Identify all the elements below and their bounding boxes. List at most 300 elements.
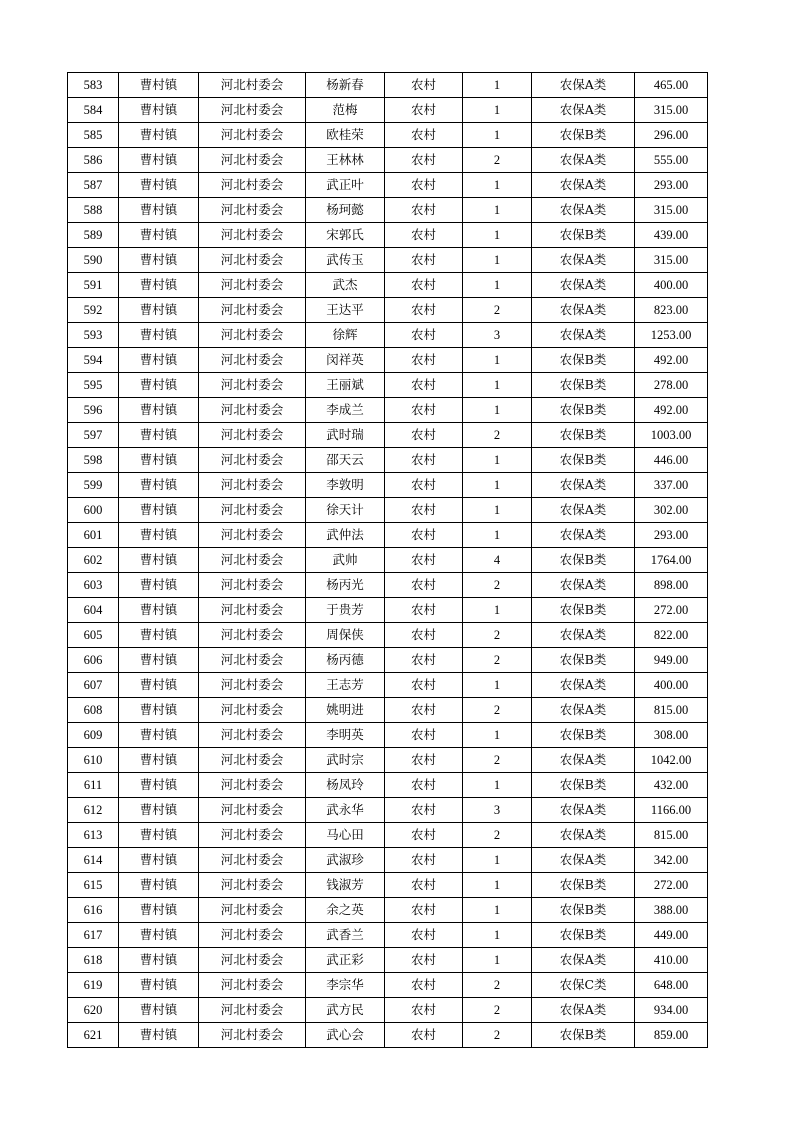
town-cell: 曹村镇 <box>119 273 199 298</box>
household-size-cell: 2 <box>463 648 532 673</box>
amount-cell: 446.00 <box>635 448 708 473</box>
village-committee-cell: 河北村委会 <box>199 123 306 148</box>
table-row <box>68 973 708 998</box>
amount-cell: 492.00 <box>635 398 708 423</box>
village-committee-cell: 河北村委会 <box>199 98 306 123</box>
area-type-cell: 农村 <box>385 298 463 323</box>
village-committee-cell: 河北村委会 <box>199 473 306 498</box>
serial-number-cell: 597 <box>68 423 119 448</box>
name-cell: 李明英 <box>306 723 385 748</box>
serial-number-cell: 610 <box>68 748 119 773</box>
household-size-cell: 2 <box>463 998 532 1023</box>
area-type-cell: 农村 <box>385 848 463 873</box>
serial-number-cell: 619 <box>68 973 119 998</box>
area-type-cell: 农村 <box>385 973 463 998</box>
serial-number-cell: 592 <box>68 298 119 323</box>
serial-number-cell: 604 <box>68 598 119 623</box>
insurance-category-cell: 农保A类 <box>532 848 635 873</box>
area-type-cell: 农村 <box>385 873 463 898</box>
household-size-cell: 1 <box>463 923 532 948</box>
area-type-cell: 农村 <box>385 898 463 923</box>
household-size-cell: 1 <box>463 723 532 748</box>
household-size-cell: 1 <box>463 498 532 523</box>
village-committee-cell: 河北村委会 <box>199 448 306 473</box>
serial-number-cell: 583 <box>68 73 119 98</box>
table-row <box>68 148 708 173</box>
name-cell: 武帅 <box>306 548 385 573</box>
area-type-cell: 农村 <box>385 223 463 248</box>
name-cell: 武香兰 <box>306 923 385 948</box>
insurance-category-cell: 农保A类 <box>532 798 635 823</box>
village-committee-cell: 河北村委会 <box>199 148 306 173</box>
table-row <box>68 648 708 673</box>
household-size-cell: 1 <box>463 948 532 973</box>
household-size-cell: 2 <box>463 148 532 173</box>
town-cell: 曹村镇 <box>119 148 199 173</box>
name-cell: 李敦明 <box>306 473 385 498</box>
household-size-cell: 2 <box>463 623 532 648</box>
name-cell: 杨凤玲 <box>306 773 385 798</box>
insurance-category-cell: 农保A类 <box>532 323 635 348</box>
table-row <box>68 273 708 298</box>
village-committee-cell: 河北村委会 <box>199 198 306 223</box>
insurance-category-cell: 农保B类 <box>532 923 635 948</box>
table-row <box>68 398 708 423</box>
area-type-cell: 农村 <box>385 548 463 573</box>
serial-number-cell: 609 <box>68 723 119 748</box>
insurance-category-cell: 农保A类 <box>532 573 635 598</box>
village-committee-cell: 河北村委会 <box>199 273 306 298</box>
village-committee-cell: 河北村委会 <box>199 848 306 873</box>
name-cell: 宋郭氏 <box>306 223 385 248</box>
name-cell: 邵天云 <box>306 448 385 473</box>
area-type-cell: 农村 <box>385 123 463 148</box>
table-row <box>68 748 708 773</box>
area-type-cell: 农村 <box>385 923 463 948</box>
area-type-cell: 农村 <box>385 98 463 123</box>
amount-cell: 315.00 <box>635 98 708 123</box>
table-row <box>68 773 708 798</box>
village-committee-cell: 河北村委会 <box>199 348 306 373</box>
insurance-category-cell: 农保B类 <box>532 648 635 673</box>
town-cell: 曹村镇 <box>119 598 199 623</box>
amount-cell: 555.00 <box>635 148 708 173</box>
area-type-cell: 农村 <box>385 1023 463 1048</box>
town-cell: 曹村镇 <box>119 398 199 423</box>
town-cell: 曹村镇 <box>119 173 199 198</box>
household-size-cell: 2 <box>463 298 532 323</box>
village-committee-cell: 河北村委会 <box>199 173 306 198</box>
area-type-cell: 农村 <box>385 748 463 773</box>
area-type-cell: 农村 <box>385 348 463 373</box>
insurance-category-cell: 农保A类 <box>532 248 635 273</box>
table-row <box>68 348 708 373</box>
name-cell: 武心会 <box>306 1023 385 1048</box>
area-type-cell: 农村 <box>385 573 463 598</box>
serial-number-cell: 611 <box>68 773 119 798</box>
area-type-cell: 农村 <box>385 798 463 823</box>
household-size-cell: 1 <box>463 398 532 423</box>
amount-cell: 1764.00 <box>635 548 708 573</box>
town-cell: 曹村镇 <box>119 998 199 1023</box>
amount-cell: 400.00 <box>635 273 708 298</box>
name-cell: 杨珂懿 <box>306 198 385 223</box>
amount-cell: 815.00 <box>635 698 708 723</box>
amount-cell: 815.00 <box>635 823 708 848</box>
town-cell: 曹村镇 <box>119 898 199 923</box>
table-row <box>68 248 708 273</box>
household-size-cell: 2 <box>463 973 532 998</box>
village-committee-cell: 河北村委会 <box>199 598 306 623</box>
household-size-cell: 3 <box>463 323 532 348</box>
name-cell: 杨丙德 <box>306 648 385 673</box>
household-size-cell: 1 <box>463 223 532 248</box>
table-row <box>68 298 708 323</box>
name-cell: 武时宗 <box>306 748 385 773</box>
village-committee-cell: 河北村委会 <box>199 698 306 723</box>
amount-cell: 1253.00 <box>635 323 708 348</box>
amount-cell: 449.00 <box>635 923 708 948</box>
serial-number-cell: 605 <box>68 623 119 648</box>
village-committee-cell: 河北村委会 <box>199 223 306 248</box>
village-committee-cell: 河北村委会 <box>199 873 306 898</box>
town-cell: 曹村镇 <box>119 648 199 673</box>
insurance-category-cell: 农保B类 <box>532 873 635 898</box>
serial-number-cell: 612 <box>68 798 119 823</box>
name-cell: 余之英 <box>306 898 385 923</box>
table-row <box>68 798 708 823</box>
insurance-category-cell: 农保A类 <box>532 673 635 698</box>
name-cell: 徐天计 <box>306 498 385 523</box>
area-type-cell: 农村 <box>385 498 463 523</box>
household-size-cell: 1 <box>463 773 532 798</box>
area-type-cell: 农村 <box>385 823 463 848</box>
serial-number-cell: 600 <box>68 498 119 523</box>
name-cell: 钱淑芳 <box>306 873 385 898</box>
town-cell: 曹村镇 <box>119 523 199 548</box>
household-size-cell: 1 <box>463 448 532 473</box>
village-committee-cell: 河北村委会 <box>199 523 306 548</box>
town-cell: 曹村镇 <box>119 448 199 473</box>
amount-cell: 388.00 <box>635 898 708 923</box>
town-cell: 曹村镇 <box>119 323 199 348</box>
area-type-cell: 农村 <box>385 773 463 798</box>
insurance-category-cell: 农保C类 <box>532 973 635 998</box>
village-committee-cell: 河北村委会 <box>199 73 306 98</box>
insurance-category-cell: 农保A类 <box>532 473 635 498</box>
insurance-category-cell: 农保A类 <box>532 748 635 773</box>
village-committee-cell: 河北村委会 <box>199 623 306 648</box>
serial-number-cell: 591 <box>68 273 119 298</box>
town-cell: 曹村镇 <box>119 723 199 748</box>
area-type-cell: 农村 <box>385 148 463 173</box>
table-row <box>68 923 708 948</box>
table-row <box>68 848 708 873</box>
amount-cell: 822.00 <box>635 623 708 648</box>
town-cell: 曹村镇 <box>119 973 199 998</box>
serial-number-cell: 585 <box>68 123 119 148</box>
area-type-cell: 农村 <box>385 198 463 223</box>
table-row <box>68 73 708 98</box>
area-type-cell: 农村 <box>385 423 463 448</box>
serial-number-cell: 590 <box>68 248 119 273</box>
name-cell: 王达平 <box>306 298 385 323</box>
serial-number-cell: 586 <box>68 148 119 173</box>
amount-cell: 410.00 <box>635 948 708 973</box>
serial-number-cell: 608 <box>68 698 119 723</box>
town-cell: 曹村镇 <box>119 498 199 523</box>
insurance-category-cell: 农保A类 <box>532 298 635 323</box>
table-row <box>68 598 708 623</box>
amount-cell: 898.00 <box>635 573 708 598</box>
serial-number-cell: 599 <box>68 473 119 498</box>
town-cell: 曹村镇 <box>119 73 199 98</box>
village-committee-cell: 河北村委会 <box>199 1023 306 1048</box>
amount-cell: 934.00 <box>635 998 708 1023</box>
household-size-cell: 1 <box>463 373 532 398</box>
insurance-category-cell: 农保A类 <box>532 948 635 973</box>
amount-cell: 278.00 <box>635 373 708 398</box>
town-cell: 曹村镇 <box>119 123 199 148</box>
town-cell: 曹村镇 <box>119 248 199 273</box>
serial-number-cell: 616 <box>68 898 119 923</box>
insurance-category-cell: 农保B类 <box>532 898 635 923</box>
household-size-cell: 1 <box>463 198 532 223</box>
serial-number-cell: 595 <box>68 373 119 398</box>
household-size-cell: 1 <box>463 273 532 298</box>
household-size-cell: 2 <box>463 1023 532 1048</box>
town-cell: 曹村镇 <box>119 748 199 773</box>
household-size-cell: 1 <box>463 98 532 123</box>
area-type-cell: 农村 <box>385 398 463 423</box>
table-row <box>68 823 708 848</box>
household-size-cell: 2 <box>463 748 532 773</box>
town-cell: 曹村镇 <box>119 98 199 123</box>
town-cell: 曹村镇 <box>119 773 199 798</box>
table-row <box>68 98 708 123</box>
serial-number-cell: 603 <box>68 573 119 598</box>
table-row <box>68 373 708 398</box>
name-cell: 王丽斌 <box>306 373 385 398</box>
village-committee-cell: 河北村委会 <box>199 998 306 1023</box>
area-type-cell: 农村 <box>385 248 463 273</box>
household-size-cell: 1 <box>463 473 532 498</box>
table-row <box>68 173 708 198</box>
village-committee-cell: 河北村委会 <box>199 573 306 598</box>
village-committee-cell: 河北村委会 <box>199 373 306 398</box>
name-cell: 武正彩 <box>306 948 385 973</box>
name-cell: 马心田 <box>306 823 385 848</box>
insurance-category-cell: 农保A类 <box>532 173 635 198</box>
table-row <box>68 323 708 348</box>
name-cell: 欧桂荣 <box>306 123 385 148</box>
town-cell: 曹村镇 <box>119 473 199 498</box>
insurance-category-cell: 农保A类 <box>532 698 635 723</box>
village-committee-cell: 河北村委会 <box>199 948 306 973</box>
village-committee-cell: 河北村委会 <box>199 298 306 323</box>
name-cell: 徐辉 <box>306 323 385 348</box>
town-cell: 曹村镇 <box>119 223 199 248</box>
serial-number-cell: 606 <box>68 648 119 673</box>
village-committee-cell: 河北村委会 <box>199 923 306 948</box>
town-cell: 曹村镇 <box>119 673 199 698</box>
name-cell: 武杰 <box>306 273 385 298</box>
name-cell: 武正叶 <box>306 173 385 198</box>
insurance-category-cell: 农保B类 <box>532 348 635 373</box>
household-size-cell: 1 <box>463 173 532 198</box>
area-type-cell: 农村 <box>385 73 463 98</box>
insurance-category-cell: 农保B类 <box>532 773 635 798</box>
town-cell: 曹村镇 <box>119 198 199 223</box>
village-committee-cell: 河北村委会 <box>199 248 306 273</box>
village-committee-cell: 河北村委会 <box>199 498 306 523</box>
town-cell: 曹村镇 <box>119 848 199 873</box>
town-cell: 曹村镇 <box>119 873 199 898</box>
insurance-category-cell: 农保B类 <box>532 123 635 148</box>
name-cell: 武传玉 <box>306 248 385 273</box>
household-size-cell: 1 <box>463 523 532 548</box>
table-row <box>68 623 708 648</box>
table-row <box>68 948 708 973</box>
household-size-cell: 2 <box>463 573 532 598</box>
insurance-category-cell: 农保A类 <box>532 273 635 298</box>
town-cell: 曹村镇 <box>119 948 199 973</box>
table-row <box>68 223 708 248</box>
amount-cell: 293.00 <box>635 523 708 548</box>
name-cell: 武永华 <box>306 798 385 823</box>
village-committee-cell: 河北村委会 <box>199 973 306 998</box>
serial-number-cell: 607 <box>68 673 119 698</box>
name-cell: 范梅 <box>306 98 385 123</box>
village-committee-cell: 河北村委会 <box>199 723 306 748</box>
area-type-cell: 农村 <box>385 523 463 548</box>
name-cell: 周保侠 <box>306 623 385 648</box>
area-type-cell: 农村 <box>385 723 463 748</box>
serial-number-cell: 620 <box>68 998 119 1023</box>
amount-cell: 315.00 <box>635 248 708 273</box>
table-row <box>68 123 708 148</box>
name-cell: 武仲法 <box>306 523 385 548</box>
area-type-cell: 农村 <box>385 648 463 673</box>
name-cell: 李成兰 <box>306 398 385 423</box>
village-committee-cell: 河北村委会 <box>199 648 306 673</box>
village-committee-cell: 河北村委会 <box>199 798 306 823</box>
village-committee-cell: 河北村委会 <box>199 823 306 848</box>
amount-cell: 315.00 <box>635 198 708 223</box>
household-size-cell: 1 <box>463 348 532 373</box>
serial-number-cell: 613 <box>68 823 119 848</box>
village-committee-cell: 河北村委会 <box>199 548 306 573</box>
amount-cell: 439.00 <box>635 223 708 248</box>
table-row <box>68 873 708 898</box>
amount-cell: 465.00 <box>635 73 708 98</box>
insurance-category-cell: 农保B类 <box>532 448 635 473</box>
amount-cell: 1042.00 <box>635 748 708 773</box>
household-size-cell: 3 <box>463 798 532 823</box>
insurance-category-cell: 农保A类 <box>532 98 635 123</box>
area-type-cell: 农村 <box>385 623 463 648</box>
household-size-cell: 2 <box>463 823 532 848</box>
name-cell: 杨丙光 <box>306 573 385 598</box>
insurance-category-cell: 农保B类 <box>532 223 635 248</box>
insurance-category-cell: 农保A类 <box>532 148 635 173</box>
area-type-cell: 农村 <box>385 948 463 973</box>
amount-cell: 342.00 <box>635 848 708 873</box>
town-cell: 曹村镇 <box>119 698 199 723</box>
insurance-category-cell: 农保B类 <box>532 598 635 623</box>
town-cell: 曹村镇 <box>119 298 199 323</box>
table-row <box>68 673 708 698</box>
serial-number-cell: 614 <box>68 848 119 873</box>
insurance-category-cell: 农保A类 <box>532 998 635 1023</box>
serial-number-cell: 588 <box>68 198 119 223</box>
household-size-cell: 1 <box>463 123 532 148</box>
area-type-cell: 农村 <box>385 598 463 623</box>
insurance-category-cell: 农保A类 <box>532 623 635 648</box>
area-type-cell: 农村 <box>385 673 463 698</box>
table-row <box>68 423 708 448</box>
insurance-category-cell: 农保A类 <box>532 523 635 548</box>
household-size-cell: 2 <box>463 423 532 448</box>
serial-number-cell: 621 <box>68 1023 119 1048</box>
area-type-cell: 农村 <box>385 323 463 348</box>
amount-cell: 648.00 <box>635 973 708 998</box>
area-type-cell: 农村 <box>385 998 463 1023</box>
name-cell: 武淑珍 <box>306 848 385 873</box>
area-type-cell: 农村 <box>385 448 463 473</box>
town-cell: 曹村镇 <box>119 423 199 448</box>
insurance-category-cell: 农保B类 <box>532 723 635 748</box>
household-size-cell: 1 <box>463 848 532 873</box>
amount-cell: 492.00 <box>635 348 708 373</box>
village-committee-cell: 河北村委会 <box>199 423 306 448</box>
serial-number-cell: 589 <box>68 223 119 248</box>
area-type-cell: 农村 <box>385 173 463 198</box>
name-cell: 王志芳 <box>306 673 385 698</box>
household-size-cell: 1 <box>463 898 532 923</box>
table-row <box>68 473 708 498</box>
table-row <box>68 698 708 723</box>
roster-body <box>68 73 708 1048</box>
table-row <box>68 1023 708 1048</box>
insurance-category-cell: 农保B类 <box>532 1023 635 1048</box>
insurance-category-cell: 农保B类 <box>532 423 635 448</box>
insurance-category-cell: 农保A类 <box>532 498 635 523</box>
name-cell: 闵祥英 <box>306 348 385 373</box>
insurance-category-cell: 农保A类 <box>532 73 635 98</box>
area-type-cell: 农村 <box>385 273 463 298</box>
village-committee-cell: 河北村委会 <box>199 323 306 348</box>
household-size-cell: 1 <box>463 248 532 273</box>
table-row <box>68 548 708 573</box>
serial-number-cell: 584 <box>68 98 119 123</box>
amount-cell: 400.00 <box>635 673 708 698</box>
serial-number-cell: 596 <box>68 398 119 423</box>
town-cell: 曹村镇 <box>119 798 199 823</box>
amount-cell: 272.00 <box>635 873 708 898</box>
insurance-category-cell: 农保A类 <box>532 823 635 848</box>
table-row <box>68 498 708 523</box>
table-row <box>68 523 708 548</box>
household-size-cell: 1 <box>463 73 532 98</box>
town-cell: 曹村镇 <box>119 923 199 948</box>
amount-cell: 859.00 <box>635 1023 708 1048</box>
village-committee-cell: 河北村委会 <box>199 773 306 798</box>
town-cell: 曹村镇 <box>119 548 199 573</box>
amount-cell: 293.00 <box>635 173 708 198</box>
village-committee-cell: 河北村委会 <box>199 673 306 698</box>
household-size-cell: 1 <box>463 873 532 898</box>
